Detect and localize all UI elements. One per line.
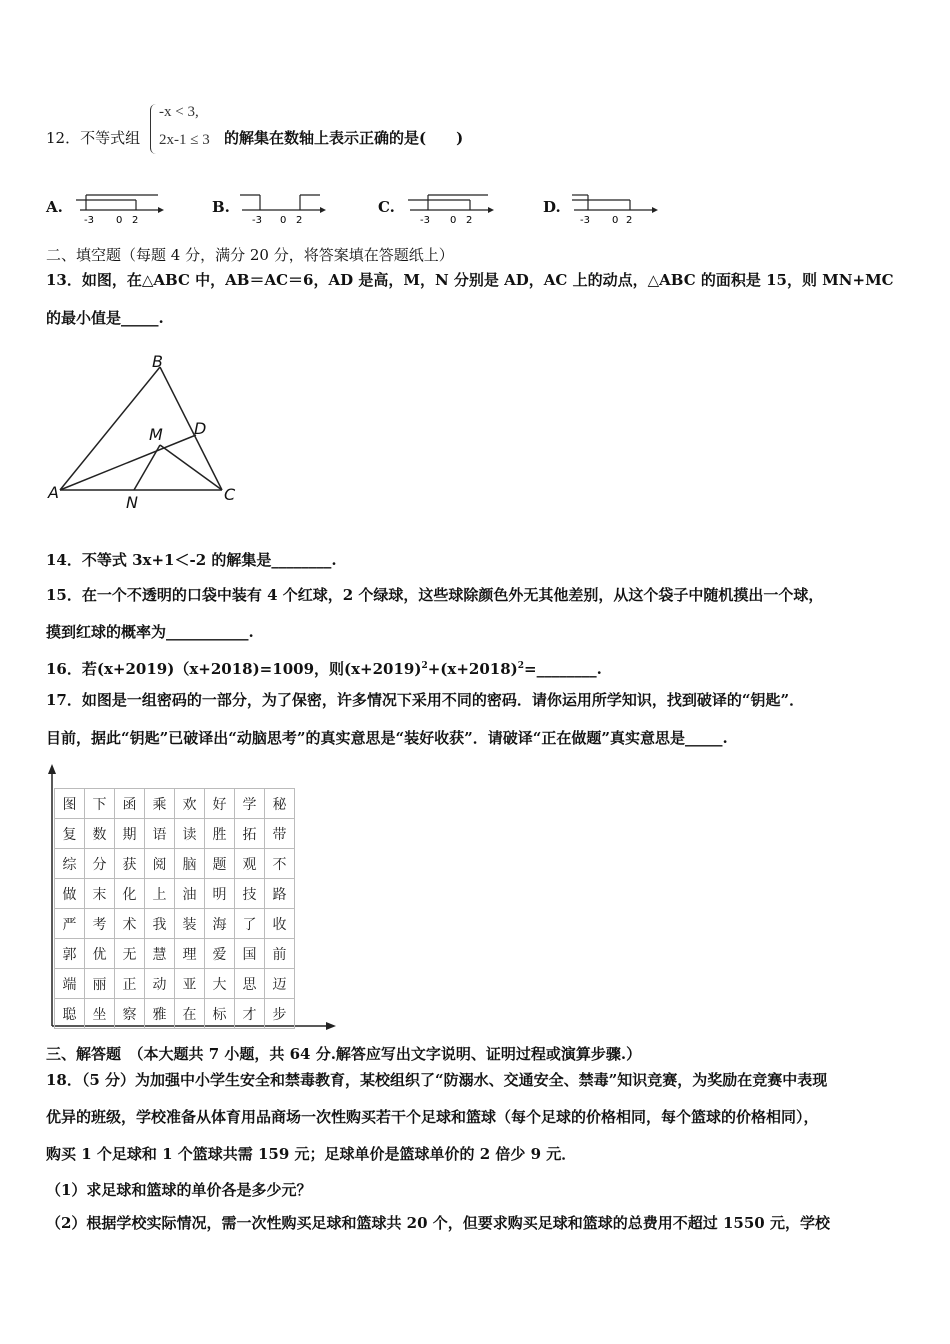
code-grid-cell: 亚 xyxy=(175,969,205,999)
code-grid-cell: 迈 xyxy=(265,969,295,999)
code-grid-cell: 函 xyxy=(115,789,145,819)
code-grid-cell: 数 xyxy=(85,819,115,849)
tick-label: -3 xyxy=(252,215,262,226)
code-grid-cell: 步 xyxy=(265,999,295,1029)
q18-line-3: 购买 1 个足球和 1 个篮球共需 159 元；足球单价是篮球单价的 2 倍少 9 元． xyxy=(46,1145,577,1163)
tick-label: 0 xyxy=(450,215,457,226)
tick-label: 0 xyxy=(612,215,619,226)
q18-line-1: 18．（5 分）为加强中小学生安全和禁毒教育，某校组织了“防溺水、交通安全、禁毒”知识竞赛，为奖励在竞赛中表现 xyxy=(46,1071,828,1089)
code-grid-cell: 带 xyxy=(265,819,295,849)
code-grid-cell: 了 xyxy=(235,909,265,939)
code-grid-cell: 雅 xyxy=(145,999,175,1029)
q17-line-1: 17．如图是一组密码的一部分，为了保密，许多情况下采用不同的密码．请你运用所学知识，找到破译的“钥匙”． xyxy=(46,691,805,709)
code-grid-cell: 优 xyxy=(85,939,115,969)
point-n-label: N xyxy=(126,493,138,512)
code-grid-cell: 末 xyxy=(85,879,115,909)
code-grid-row xyxy=(55,849,295,879)
option-d-label[interactable]: D. xyxy=(543,198,561,216)
q14-text: 14．不等式 3x+1＜-2 的解集是________. xyxy=(46,551,337,569)
code-grid-row xyxy=(55,789,295,819)
code-grid-cell: 在 xyxy=(175,999,205,1029)
tick-label: -3 xyxy=(84,215,94,226)
code-grid-cell: 郭 xyxy=(55,939,85,969)
code-grid-cell: 读 xyxy=(175,819,205,849)
code-grid-cell: 无 xyxy=(115,939,145,969)
point-m-label: M xyxy=(149,425,163,444)
option-c-number-line xyxy=(404,190,496,226)
code-grid-cell: 欢 xyxy=(175,789,205,819)
option-a-number-line xyxy=(74,190,166,226)
code-grid-cell: 观 xyxy=(235,849,265,879)
code-grid-cell: 爱 xyxy=(205,939,235,969)
q18-line-2: 优异的班级，学校准备从体育用品商场一次性购买若干个足球和篮球（每个足球的价格相同，每个篮球的价格相同）， xyxy=(46,1108,819,1126)
code-grid-cell: 语 xyxy=(145,819,175,849)
code-grid-cell: 思 xyxy=(235,969,265,999)
inequality-row-1: -x < 3, xyxy=(159,104,199,120)
code-grid-cell: 明 xyxy=(205,879,235,909)
code-grid-cell: 下 xyxy=(85,789,115,819)
inequality-row-2: 2x-1 ≤ 3 xyxy=(159,132,210,148)
code-grid-cell: 题 xyxy=(205,849,235,879)
vertex-b-label: B xyxy=(152,352,163,371)
vertex-a-label: A xyxy=(48,483,59,502)
tick-label: -3 xyxy=(420,215,430,226)
code-grid-row xyxy=(55,909,295,939)
code-grid-cell: 国 xyxy=(235,939,265,969)
code-grid-cell: 察 xyxy=(115,999,145,1029)
code-grid-cell: 复 xyxy=(55,819,85,849)
tick-label: 0 xyxy=(116,215,123,226)
code-grid-cell: 图 xyxy=(55,789,85,819)
code-grid xyxy=(54,788,295,1029)
tick-label: 2 xyxy=(132,215,139,226)
code-grid-cell: 脑 xyxy=(175,849,205,879)
tick-label: 2 xyxy=(296,215,303,226)
code-grid-cell: 拓 xyxy=(235,819,265,849)
code-grid-cell: 海 xyxy=(205,909,235,939)
code-grid-cell: 油 xyxy=(175,879,205,909)
code-grid-cell: 理 xyxy=(175,939,205,969)
q16-exponent-2: 2 xyxy=(517,661,525,671)
code-grid-row xyxy=(55,999,295,1029)
code-grid-cell: 大 xyxy=(205,969,235,999)
code-grid-cell: 标 xyxy=(205,999,235,1029)
code-grid-row xyxy=(55,879,295,909)
code-grid-cell: 分 xyxy=(85,849,115,879)
code-grid-cell: 不 xyxy=(265,849,295,879)
q12-suffix: 的解集在数轴上表示正确的是( ) xyxy=(224,129,464,147)
tick-label: -3 xyxy=(580,215,590,226)
option-b-label[interactable]: B. xyxy=(212,198,230,216)
section-2-heading: 二、填空题（每题 4 分，满分 20 分，将答案填在答题纸上） xyxy=(46,246,454,264)
code-grid-cell: 化 xyxy=(115,879,145,909)
code-grid-cell: 聪 xyxy=(55,999,85,1029)
code-grid-cell: 丽 xyxy=(85,969,115,999)
option-c-label[interactable]: C. xyxy=(378,198,395,216)
option-a-label[interactable]: A. xyxy=(46,198,63,216)
section-3-heading: 三、解答题 （本大题共 7 小题，共 64 分.解答应写出文字说明、证明过程或演算步骤.） xyxy=(46,1045,642,1063)
code-grid-cell: 路 xyxy=(265,879,295,909)
code-grid-cell: 严 xyxy=(55,909,85,939)
code-grid-cell: 技 xyxy=(235,879,265,909)
code-grid-cell: 期 xyxy=(115,819,145,849)
triangle-figure xyxy=(46,345,256,520)
code-grid-cell: 获 xyxy=(115,849,145,879)
tick-label: 0 xyxy=(280,215,287,226)
code-grid-cell: 秘 xyxy=(265,789,295,819)
option-b-number-line xyxy=(236,190,328,226)
code-grid-cell: 综 xyxy=(55,849,85,879)
code-grid-cell: 坐 xyxy=(85,999,115,1029)
code-grid-cell: 乘 xyxy=(145,789,175,819)
q17-line-2: 目前，据此“钥匙”已破译出“动脑思考”的真实意思是“装好收获”．请破译“正在做题”真实意思是_____. xyxy=(46,729,728,747)
q18-sub-1: （1）求足球和篮球的单价各是多少元？ xyxy=(46,1181,312,1199)
code-grid-cell: 前 xyxy=(265,939,295,969)
code-grid-cell: 做 xyxy=(55,879,85,909)
q16-part-3: =________. xyxy=(524,660,602,678)
code-grid-row xyxy=(55,819,295,849)
code-grid-cell: 端 xyxy=(55,969,85,999)
code-grid-cell: 胜 xyxy=(205,819,235,849)
system-brace xyxy=(150,104,157,154)
option-d-number-line xyxy=(568,190,660,226)
code-grid-row xyxy=(55,969,295,999)
code-grid-cell: 慧 xyxy=(145,939,175,969)
q12-prefix: 12．不等式组 xyxy=(46,129,141,147)
q15-line-1: 15．在一个不透明的口袋中装有 4 个红球，2 个绿球，这些球除颜色外无其他差别，从这个袋子中随机摸出一个球， xyxy=(46,586,824,604)
code-grid-cell: 学 xyxy=(235,789,265,819)
q15-line-2: 摸到红球的概率为___________. xyxy=(46,623,254,641)
q18-sub-2: （2）根据学校实际情况，需一次性购买足球和篮球共 20 个，但要求购买足球和篮球的总费用不超过 1550 元，学校 xyxy=(46,1214,830,1232)
code-grid-cell: 我 xyxy=(145,909,175,939)
q13-line-1: 13．如图，在△ABC 中，AB＝AC＝6，AD 是高，M，N 分别是 AD，AC 上的动点，△ABC 的面积是 15，则 MN+MC xyxy=(46,271,894,289)
q16-part-1: 16．若(x+2019)（x+2018)=1009，则(x+2019) xyxy=(46,660,422,678)
code-grid-cell: 收 xyxy=(265,909,295,939)
code-grid-cell: 上 xyxy=(145,879,175,909)
code-grid-cell: 考 xyxy=(85,909,115,939)
code-grid-row xyxy=(55,939,295,969)
code-grid-cell: 动 xyxy=(145,969,175,999)
q16-part-2: +(x+2018) xyxy=(427,660,518,678)
inequality-system xyxy=(150,102,222,158)
code-grid-cell: 阅 xyxy=(145,849,175,879)
tick-label: 2 xyxy=(626,215,633,226)
q16-exponent-1: 2 xyxy=(421,661,428,671)
point-d-label: D xyxy=(194,419,207,438)
code-grid-cell: 装 xyxy=(175,909,205,939)
tick-label: 2 xyxy=(466,215,473,226)
code-grid-cell: 正 xyxy=(115,969,145,999)
code-grid-cell: 好 xyxy=(205,789,235,819)
code-grid-cell: 才 xyxy=(235,999,265,1029)
q13-line-2: 的最小值是_____. xyxy=(46,309,164,327)
vertex-c-label: C xyxy=(224,485,236,504)
code-grid-cell: 术 xyxy=(115,909,145,939)
q16-text xyxy=(46,656,602,679)
